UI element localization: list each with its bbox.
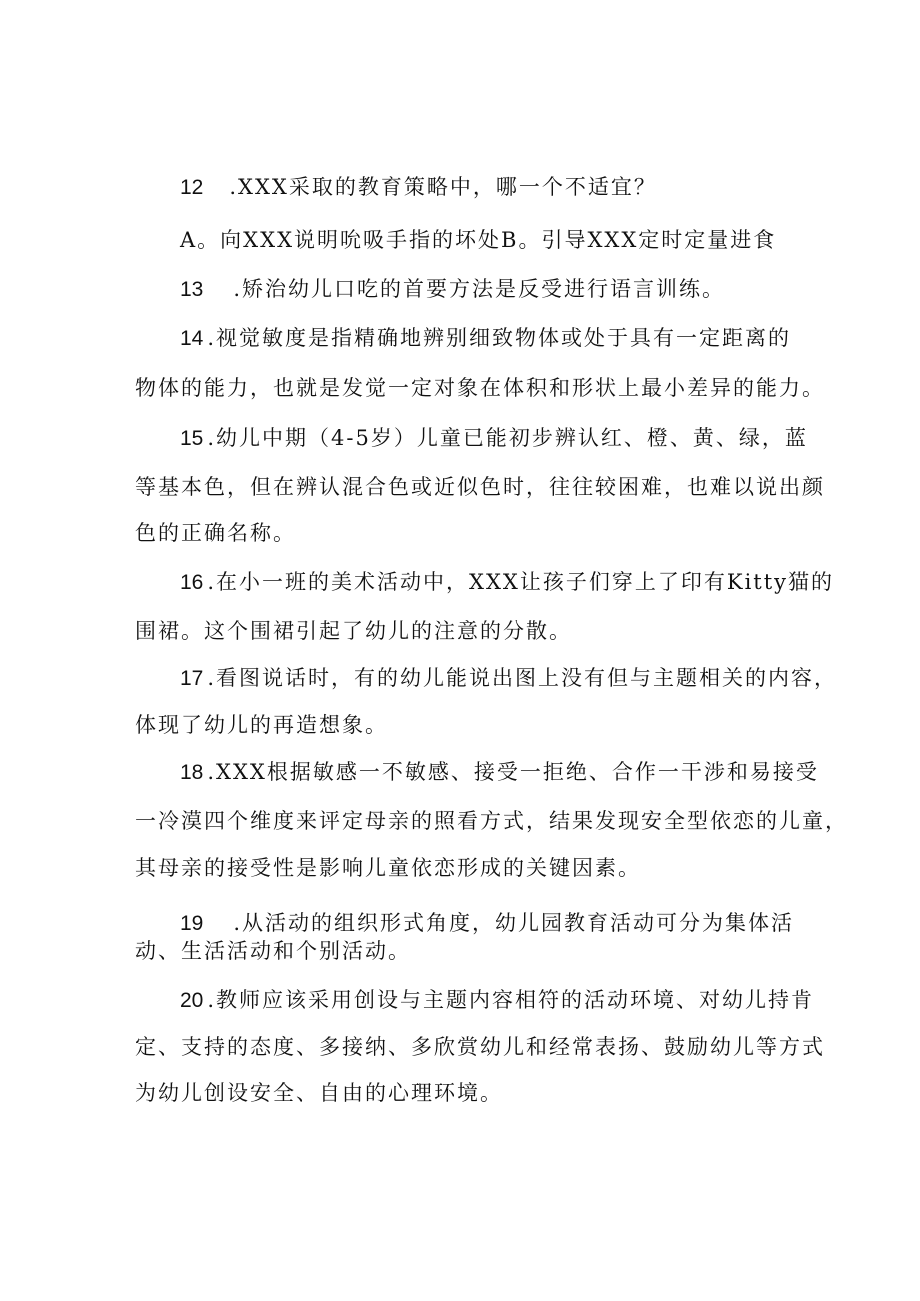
- item-text: .视觉敏度是指精确地辨别细致物体或处于具有一定距离的: [207, 326, 792, 350]
- item-text: 等基本色，但在辨认混合色或近似色时，往往较困难，也难以说出颜: [135, 475, 825, 499]
- item-15-line-2: [135, 472, 825, 502]
- item-12-options: [180, 225, 776, 255]
- item-18-line-1: [180, 757, 819, 788]
- item-text: .教师应该采用创设与主题内容相符的活动环境、对幼儿持肯: [207, 988, 815, 1012]
- item-18-line-2: [135, 806, 848, 836]
- item-20-line-1: [180, 985, 814, 1016]
- item-17-line-1: [180, 663, 837, 694]
- item-text: .矫治幼儿口吃的首要方法是反受进行语言训练。: [233, 277, 726, 301]
- item-number: 16: [180, 571, 204, 594]
- item-19-line-1: [180, 908, 794, 939]
- item-text: A。向XXX说明吮吸手指的坏处B。引导XXX定时定量进食: [180, 228, 777, 252]
- item-text: 物体的能力，也就是发觉一定对象在体积和形状上最小差异的能力。: [135, 376, 825, 400]
- item-15-line-1: [180, 423, 808, 454]
- item-text: .XXX根据敏感一不敏感、接受一拒绝、合作一干涉和易接受: [207, 760, 819, 784]
- item-number: 15: [180, 427, 204, 450]
- item-number: 20: [180, 989, 204, 1012]
- item-16-line-1: [180, 567, 834, 598]
- item-number: 17: [180, 667, 204, 690]
- item-number: 12: [180, 176, 204, 199]
- item-number: 18: [180, 761, 204, 784]
- item-text: 动、生活活动和个别活动。: [135, 939, 411, 963]
- item-number: 13: [180, 278, 204, 301]
- item-text: .XXX采取的教育策略中，哪一个不适宜？: [229, 175, 657, 199]
- item-number: 14: [180, 327, 204, 350]
- item-14-line-1: [180, 323, 791, 354]
- item-text: 围裙。这个围裙引起了幼儿的注意的分散。: [135, 619, 572, 643]
- item-17-line-2: [135, 710, 388, 740]
- item-13-line-1: [180, 274, 725, 305]
- item-text: .在小一班的美术活动中，XXX让孩子们穿上了印有Kitty猫的: [207, 570, 835, 594]
- item-19-line-2: [135, 936, 411, 966]
- item-20-line-3: [135, 1078, 503, 1108]
- item-text: 为幼儿创设安全、自由的心理环境。: [135, 1081, 503, 1105]
- item-18-line-3: [135, 853, 641, 883]
- item-text: 色的正确名称。: [135, 521, 296, 545]
- item-text: .从活动的组织形式角度，幼儿园教育活动可分为集体活: [233, 911, 795, 935]
- item-20-line-2: [135, 1032, 825, 1062]
- item-text: 定、支持的态度、多接纳、多欣赏幼儿和经常表扬、鼓励幼儿等方式: [135, 1035, 825, 1059]
- item-12-line-1: [180, 172, 657, 203]
- item-text: .幼儿中期（4-5岁）儿童已能初步辨认红、橙、黄、绿，蓝: [207, 426, 808, 450]
- item-16-line-2: [135, 616, 572, 646]
- item-text: 其母亲的接受性是影响儿童依恋形成的关键因素。: [135, 856, 641, 880]
- item-text: .看图说话时，有的幼儿能说出图上没有但与主题相关的内容，: [207, 666, 838, 690]
- item-14-line-2: [135, 373, 825, 403]
- item-text: 体现了幼儿的再造想象。: [135, 713, 388, 737]
- item-number: 19: [180, 912, 204, 935]
- item-text: 一冷漠四个维度来评定母亲的照看方式，结果发现安全型依恋的儿童，: [135, 809, 848, 833]
- item-15-line-3: [135, 518, 296, 548]
